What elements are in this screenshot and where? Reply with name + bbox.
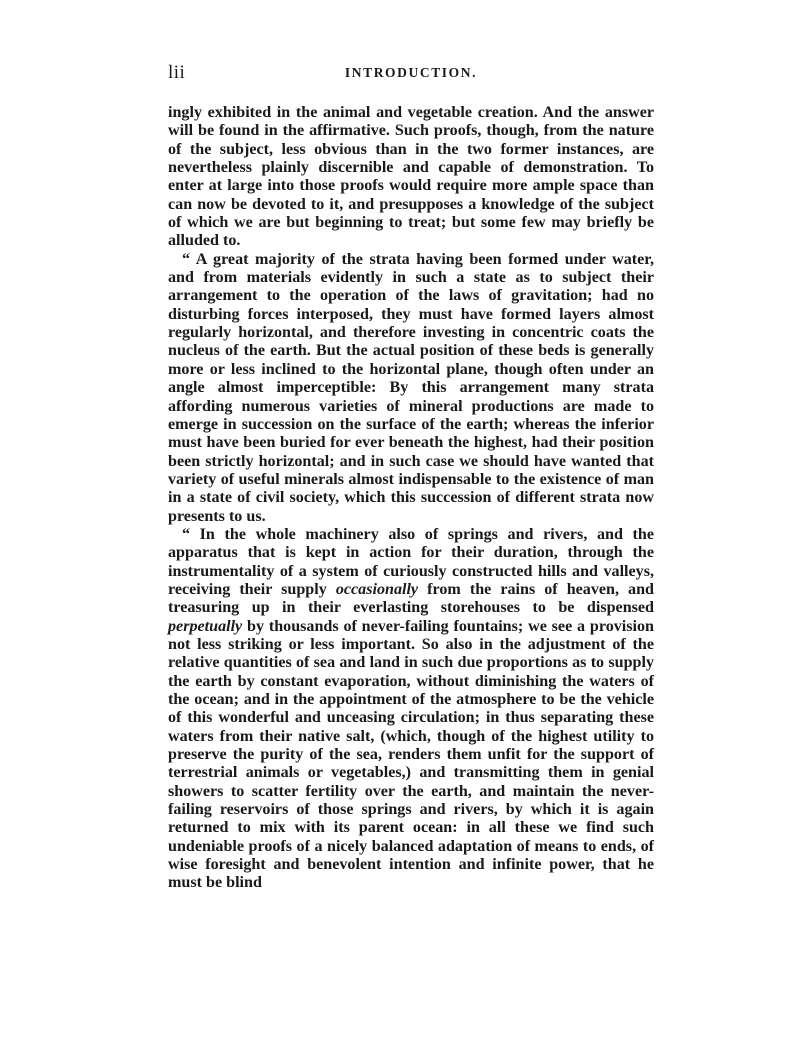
page-number: lii: [168, 62, 186, 83]
text-run: “ In the whole machinery also of springs and rivers, and the apparatus that is kept in action for their duration, through the instrumentality of a system of curiously constructed hills and valleys, receiving their supply: [168, 525, 654, 598]
italic-text-run: occasionally: [335, 580, 419, 598]
text-run: “ A great majority of the strata having been formed under water, and from materials evidently in such a state as to subject their arrangement to the operation of the laws of gravitation; had no disturbing forces interposed, they must have formed layers almost regularly horizontal, and therefore investing in concentric coats the nucleus of the earth. But the actual position of these beds is generally more or less inclined to the horizontal plane, though often under an angle almost imperceptible: By this arrangement many strata affording numerous varieties of mineral productions are made to emerge in succession on the surface of the earth; whereas the inferior must have been buried for ever beneath the highest, had their position been strictly horizontal; and in such case we should have wanted that variety of useful minerals almost indispensable to the existence of man in a state of civil society, which this succession of different strata now presents to us.: [168, 250, 654, 525]
italic-text-run: perpetually: [168, 617, 243, 635]
paragraph-springs-and-rivers: [168, 526, 654, 893]
paragraph-continued: [168, 104, 654, 251]
text-run: by thousands of never-failing fountains; we see a provision not less striking or less important. So also in the adjustment of the relative quantities of sea and land in such due proportions as to supply the earth by constant evaporation, without diminishing the waters of the ocean; and in the appointment of the atmosphere to be the vehicle of this wonderful and unceasing circulation; in thus separating these waters from their native salt, (which, though of the highest utility to preserve the purity of the sea, renders them unfit for the support of terrestrial animals or vegetables,) and transmitting them in genial showers to scatter fertility over the earth, and maintain the never-failing reservoirs of those springs and rivers, by which it is again returned to mix with its parent ocean: in all these we find such undeniable proofs of a nicely balanced adaptation of means to ends, of wise foresight and benevolent intention and infinite power, that he must be blind: [168, 617, 654, 892]
running-title: INTRODUCTION.: [344, 65, 478, 80]
text-run: ingly exhibited in the animal and vegetable creation. And the answer will be found in the affirmative. Such proofs, though, from the nature of the subject, less obvious than in the two former instances, are nevertheless plainly discernible and capable of demonstration. To enter at large into those proofs would require more ample space than can now be devoted to it, and presupposes a knowledge of the subject of which we are but beginning to treat; but some few may briefly be alluded to.: [168, 104, 654, 250]
body-text: [168, 104, 654, 893]
text-run: from the rains of heaven, and treasuring up in their everlasting storehouses to be dispensed: [168, 580, 655, 617]
paragraph-strata: [168, 251, 654, 526]
book-page: [168, 62, 654, 893]
running-head: [168, 62, 654, 86]
